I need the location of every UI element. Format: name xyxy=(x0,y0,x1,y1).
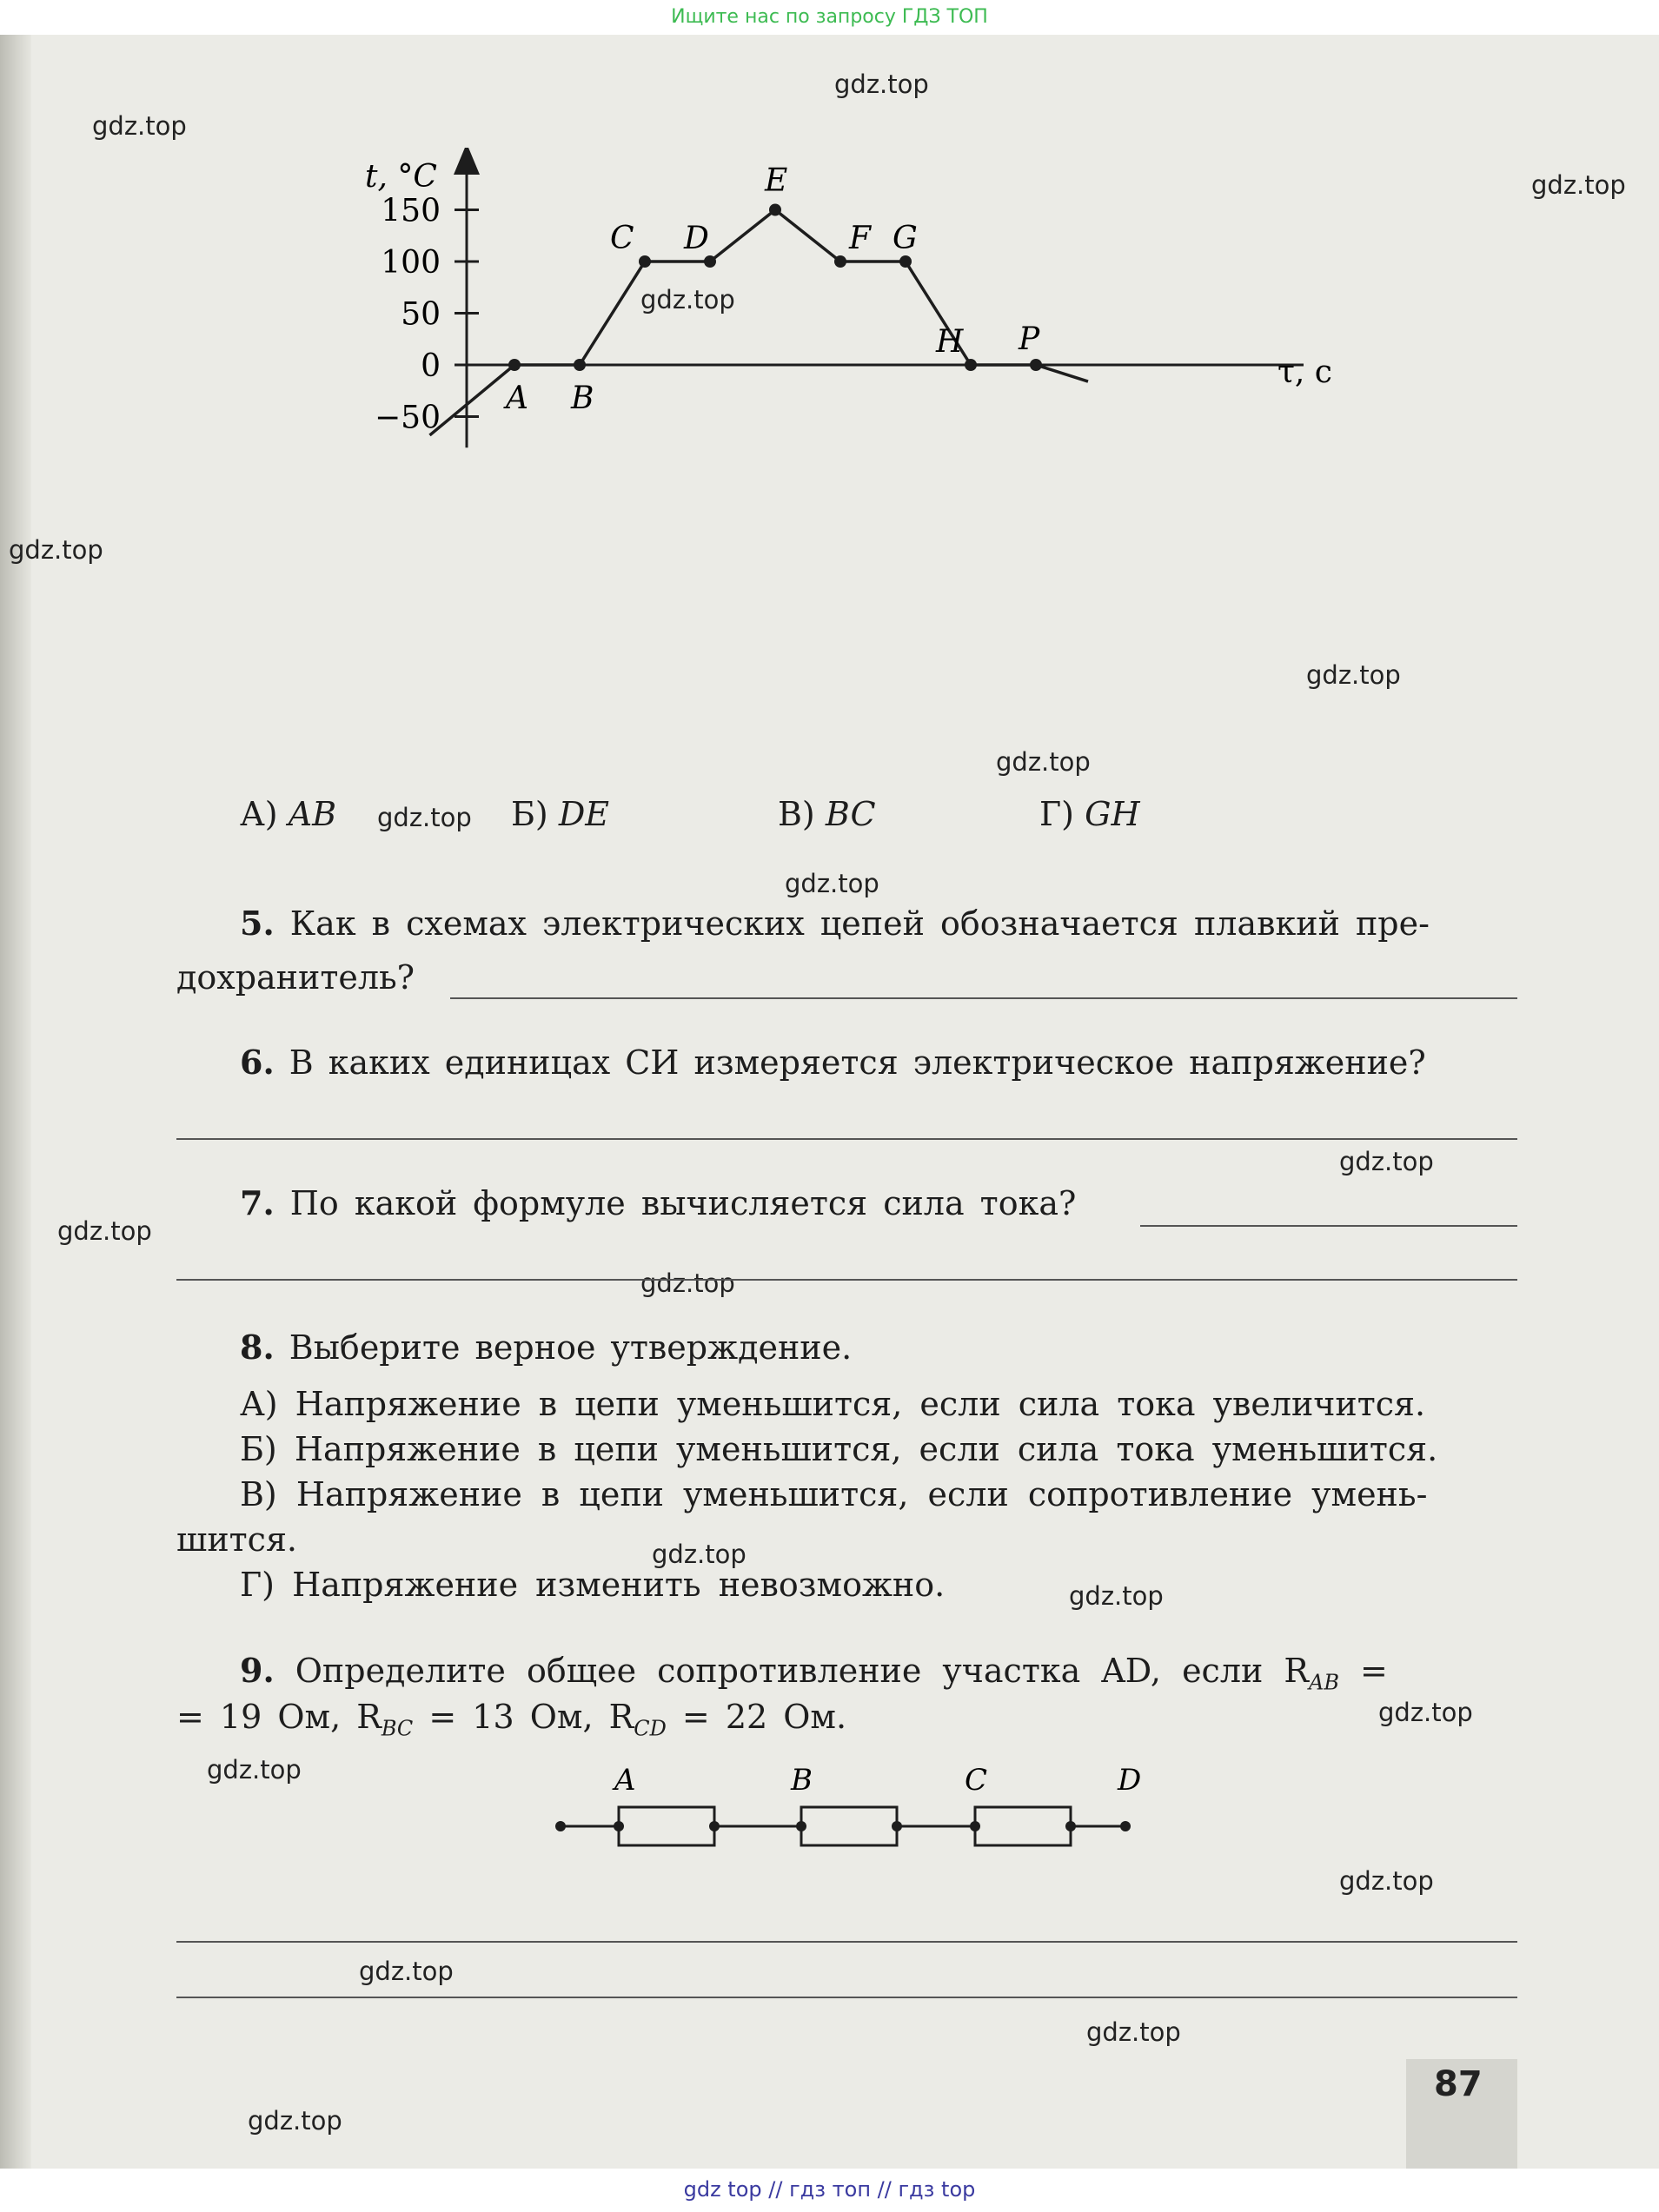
watermark: gdz.top xyxy=(1339,1147,1434,1176)
resistor-end xyxy=(709,1821,720,1831)
node-c xyxy=(970,1821,980,1831)
point-g xyxy=(899,255,912,268)
question-text: = xyxy=(1338,1652,1388,1690)
answer-line-q5[interactable] xyxy=(450,997,1517,999)
watermark: gdz.top xyxy=(640,1268,735,1298)
option-value: AB xyxy=(288,795,337,833)
answer-line-q9a[interactable] xyxy=(176,1941,1517,1943)
q4-option-d[interactable] xyxy=(1039,795,1140,833)
y-axis-label: t, °C xyxy=(365,159,437,195)
resistor-bc xyxy=(801,1807,897,1845)
point-f xyxy=(834,255,846,268)
node-b xyxy=(796,1821,806,1831)
watermark: gdz.top xyxy=(207,1755,302,1785)
y-tick-label: 150 xyxy=(381,193,441,229)
point-b xyxy=(574,359,586,371)
option-value: DE xyxy=(558,795,610,833)
watermark: gdz.top xyxy=(377,803,472,832)
point-label-h: H xyxy=(936,324,964,360)
circuit-label-b: B xyxy=(791,1763,813,1798)
point-e xyxy=(769,204,781,216)
subscript: AB xyxy=(1309,1670,1339,1695)
resistor-end xyxy=(1065,1821,1076,1831)
page-number-box xyxy=(1406,2059,1517,2169)
point-h xyxy=(965,359,977,371)
question-text: Определите общее сопротивление участка AD, если R xyxy=(295,1652,1309,1690)
subscript: BC xyxy=(381,1716,414,1741)
circuit-label-a: A xyxy=(614,1763,636,1798)
question-text: По какой формуле вычисляется сила тока? xyxy=(289,1184,1077,1222)
question-6 xyxy=(240,1043,1426,1082)
circuit-label-c: C xyxy=(965,1763,988,1798)
answer-line-q7b[interactable] xyxy=(176,1279,1517,1281)
question-9-line1 xyxy=(240,1651,1388,1695)
answer-line-q7a[interactable] xyxy=(1140,1225,1517,1227)
circuit-label-d: D xyxy=(1118,1763,1142,1798)
option-value: BC xyxy=(825,795,876,833)
point-a xyxy=(508,359,521,371)
question-text: = 22 Ом. xyxy=(666,1698,847,1736)
y-tick-label: 100 xyxy=(381,245,441,281)
point-d xyxy=(704,255,716,268)
watermark: gdz.top xyxy=(1378,1698,1473,1727)
resistor-end xyxy=(892,1821,902,1831)
point-label-e: E xyxy=(765,162,788,199)
watermark: gdz.top xyxy=(1531,170,1626,200)
watermark: gdz.top xyxy=(359,1957,454,1986)
q4-option-c[interactable] xyxy=(778,795,876,833)
resistor-ab xyxy=(619,1807,714,1845)
question-number: 8. xyxy=(240,1328,275,1367)
y-tick-label: 50 xyxy=(401,296,441,333)
option-value: GH xyxy=(1085,795,1140,833)
footer-banner[interactable]: gdz top // гдз топ // гдз top xyxy=(0,2169,1659,2212)
question-7 xyxy=(240,1183,1076,1222)
watermark: gdz.top xyxy=(9,535,103,565)
question-number: 7. xyxy=(240,1183,275,1222)
question-5-line1 xyxy=(240,904,1430,943)
question-8 xyxy=(240,1328,852,1367)
x-axis-label: τ, с xyxy=(1277,354,1332,390)
watermark: gdz.top xyxy=(640,285,735,315)
question-number: 6. xyxy=(240,1043,275,1082)
point-label-d: D xyxy=(684,221,709,256)
temperature-series-line xyxy=(430,210,1089,435)
subscript: CD xyxy=(634,1716,667,1741)
q8-option-a[interactable]: А) Напряжение в цепи уменьшится, если сила тока увеличится. xyxy=(240,1385,1426,1423)
question-text: = 19 Ом, R xyxy=(176,1698,382,1736)
option-letter: А) xyxy=(240,795,278,833)
page-number: 87 xyxy=(1434,2064,1483,2104)
question-number: 5. xyxy=(240,904,275,943)
watermark: gdz.top xyxy=(1069,1581,1164,1611)
node-a xyxy=(614,1821,624,1831)
watermark: gdz.top xyxy=(652,1540,747,1569)
question-text: Как в схемах электрических цепей обозначается плавкий пре- xyxy=(289,904,1430,943)
q8-option-c[interactable]: В) Напряжение в цепи уменьшится, если сопротивление умень- xyxy=(240,1475,1428,1513)
answer-line-q6[interactable] xyxy=(176,1138,1517,1140)
resistor-cd xyxy=(975,1807,1071,1845)
point-label-a: A xyxy=(506,381,528,416)
watermark: gdz.top xyxy=(1086,2017,1181,2047)
point-label-p: P xyxy=(1019,321,1040,357)
point-c xyxy=(639,255,651,268)
watermark: gdz.top xyxy=(996,747,1091,777)
option-letter: Б) xyxy=(511,795,548,833)
q8-option-d[interactable]: Г) Напряжение изменить невозможно. xyxy=(240,1566,946,1604)
option-letter: Г) xyxy=(1039,795,1074,833)
point-label-b: B xyxy=(571,381,594,416)
point-p xyxy=(1030,359,1042,371)
option-letter: В) xyxy=(778,795,815,833)
watermark: gdz.top xyxy=(785,869,879,898)
q8-option-b[interactable]: Б) Напряжение в цепи уменьшится, если сила тока уменьшится. xyxy=(240,1430,1438,1468)
question-5-line2: дохранитель? xyxy=(176,958,415,997)
node-d xyxy=(1120,1821,1131,1831)
temperature-chart xyxy=(330,148,1564,756)
watermark: gdz.top xyxy=(834,70,929,99)
question-text: = 13 Ом, R xyxy=(413,1698,634,1736)
watermark: gdz.top xyxy=(57,1216,152,1246)
answer-line-q9b[interactable] xyxy=(176,1997,1517,1998)
watermark: gdz.top xyxy=(1306,660,1401,690)
question-text: Выберите верное утверждение. xyxy=(289,1328,853,1367)
question-text: В каких единицах СИ измеряется электрическое напряжение? xyxy=(289,1043,1426,1082)
point-label-f: F xyxy=(849,221,871,256)
terminal-left xyxy=(555,1821,566,1831)
y-tick-label: −50 xyxy=(375,400,441,436)
y-tick-label: 0 xyxy=(421,348,441,384)
q4-option-a[interactable] xyxy=(240,795,336,833)
question-number: 9. xyxy=(240,1651,275,1690)
point-label-c: C xyxy=(610,221,634,256)
circuit-diagram xyxy=(539,1746,1147,1877)
q8-option-c-continued: шится. xyxy=(176,1520,298,1559)
page-spine xyxy=(0,0,31,2212)
question-9-line2 xyxy=(176,1698,846,1741)
point-label-g: G xyxy=(893,221,918,256)
watermark: gdz.top xyxy=(1339,1866,1434,1896)
watermark: gdz.top xyxy=(248,2106,342,2136)
header-banner[interactable]: Ищите нас по запросу ГДЗ ТОП xyxy=(0,0,1659,35)
q4-option-b[interactable] xyxy=(511,795,609,833)
watermark: gdz.top xyxy=(92,111,187,141)
